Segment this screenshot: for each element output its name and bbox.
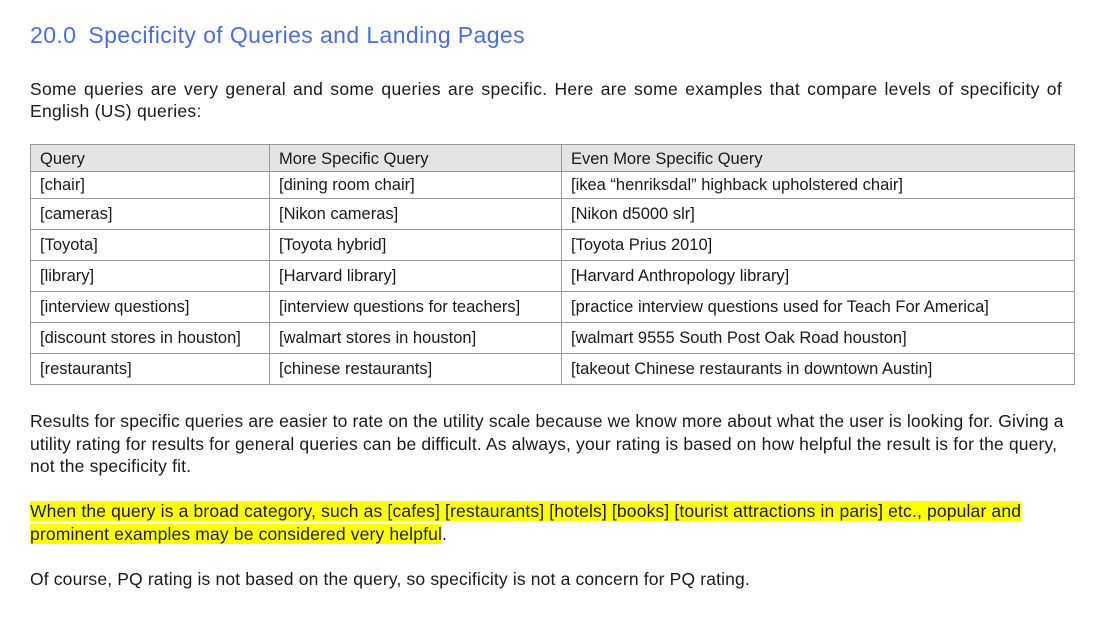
paragraph-tail: . [442, 523, 448, 544]
query-specificity-table [30, 144, 1075, 385]
table-cell: [walmart stores in houston] [270, 323, 562, 354]
pq-rating-paragraph: Of course, PQ rating is not based on the query, so specificity is not a concern for PQ rating. [30, 569, 750, 589]
table-cell: [takeout Chinese restaurants in downtown Austin] [562, 354, 1075, 385]
column-header-query: Query [31, 145, 270, 172]
table-row [31, 230, 1075, 261]
intro-paragraph: Some queries are very general and some queries are specific. Here are some examples that compare levels of specificity of English (US) queries: [30, 79, 1062, 121]
table-cell: [restaurants] [31, 354, 270, 385]
table-cell: [Toyota hybrid] [270, 230, 562, 261]
table-cell: [Nikon d5000 slr] [562, 199, 1075, 230]
section-heading [30, 22, 525, 49]
table-header-row [31, 145, 1075, 172]
table-cell: [practice interview questions used for Teach For America] [562, 292, 1075, 323]
table-row [31, 323, 1075, 354]
table-cell: [Harvard library] [270, 261, 562, 292]
section-number: 20.0 [30, 22, 77, 48]
table-cell: [Nikon cameras] [270, 199, 562, 230]
table-cell: [Toyota Prius 2010] [562, 230, 1075, 261]
table-cell: [dining room chair] [270, 172, 562, 199]
column-header-more-specific: More Specific Query [270, 145, 562, 172]
table-cell: [walmart 9555 South Post Oak Road houston] [562, 323, 1075, 354]
table-cell: [interview questions for teachers] [270, 292, 562, 323]
table-row [31, 292, 1075, 323]
utility-rating-paragraph: Results for specific queries are easier to rate on the utility scale because we know more about what the user is looking for. Giving a utility rating for results for general queries can be difficult. As always, your rating is based on how helpful the result is for the query, not the specificity fit. [30, 411, 1064, 476]
column-header-even-more-specific: Even More Specific Query [562, 145, 1075, 172]
table-cell: [chair] [31, 172, 270, 199]
table-row [31, 261, 1075, 292]
table-row [31, 199, 1075, 230]
broad-category-paragraph [30, 500, 1070, 545]
table-cell: [Harvard Anthropology library] [562, 261, 1075, 292]
highlighted-text: When the query is a broad category, such as [cafes] [restaurants] [hotels] [books] [tourist attractions in paris] etc., popular and prominent examples may be considered very helpful [30, 501, 1022, 544]
table-cell: [ikea “henriksdal” highback upholstered chair] [562, 172, 1075, 199]
table-row [31, 354, 1075, 385]
table-cell: [Toyota] [31, 230, 270, 261]
table-cell: [cameras] [31, 199, 270, 230]
table-cell: [chinese restaurants] [270, 354, 562, 385]
table-cell: [interview questions] [31, 292, 270, 323]
section-title: Specificity of Queries and Landing Pages [88, 22, 526, 48]
table-cell: [library] [31, 261, 270, 292]
table-row [31, 172, 1075, 199]
table-cell: [discount stores in houston] [31, 323, 270, 354]
